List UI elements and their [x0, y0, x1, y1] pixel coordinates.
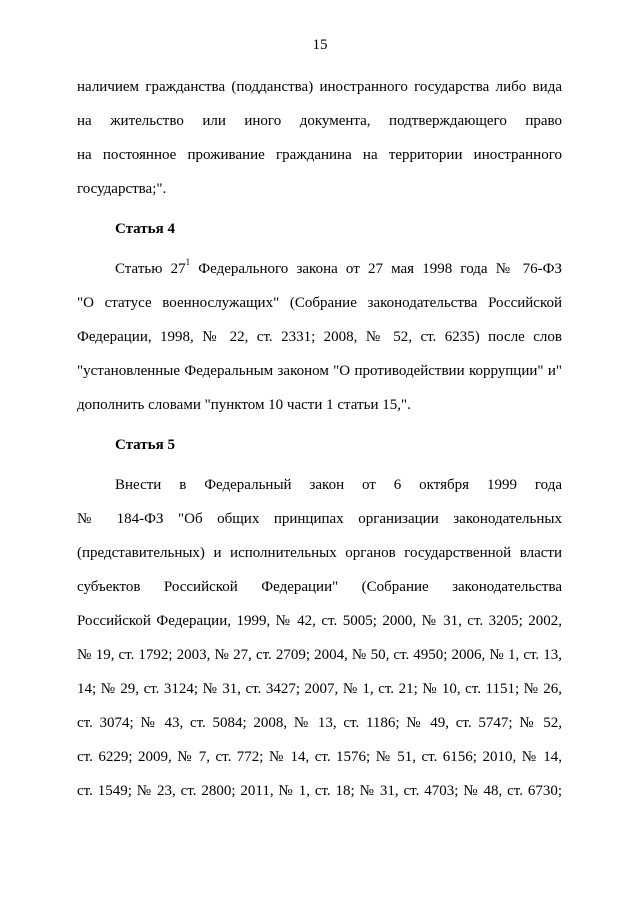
text-line: на постоянное проживание гражданина на территории иностранного — [77, 147, 562, 163]
text-line — [77, 256, 562, 290]
page-number: 15 — [312, 37, 328, 53]
article-5-heading: Статья 5 — [115, 437, 175, 453]
superscript: 1 — [185, 257, 191, 267]
text-line: Федерации, 1998, № 22, ст. 2331; 2008, № 52, ст. 6235) после слов — [77, 329, 562, 345]
text-fragment: Федерального закона от 27 мая 1998 года № 76-ФЗ — [190, 261, 562, 277]
text-line: дополнить словами "пунктом 10 части 1 статьи 15,". — [77, 397, 411, 413]
text-line: 14; № 29, ст. 3124; № 31, ст. 3427; 2007, № 1, ст. 21; № 10, ст. 1151; № 26, — [77, 681, 562, 697]
text-line: ст. 6229; 2009, № 7, ст. 772; № 14, ст. 1576; № 51, ст. 6156; 2010, № 14, — [77, 749, 562, 765]
text-line: Внести в Федеральный закон от 6 октября 1999 года — [115, 477, 562, 493]
text-line: наличием гражданства (подданства) иностранного государства либо вида — [77, 79, 562, 95]
text-line: "О статусе военнослужащих" (Собрание законодательства Российской — [77, 295, 562, 311]
text-line: на жительство или иного документа, подтверждающего право — [77, 113, 562, 129]
text-line: ст. 3074; № 43, ст. 5084; 2008, № 13, ст. 1186; № 49, ст. 5747; № 52, — [77, 715, 562, 731]
text-line: государства;". — [77, 181, 167, 197]
document-body — [77, 74, 562, 812]
text-line: ст. 1549; № 23, ст. 2800; 2011, № 1, ст. 18; № 31, ст. 4703; № 48, ст. 6730; — [77, 783, 562, 799]
text-line: (представительных) и исполнительных органов государственной власти — [77, 545, 562, 561]
text-line: субъектов Российской Федерации" (Собрание законодательства — [77, 579, 562, 595]
text-line: Российской Федерации, 1999, № 42, ст. 5005; 2000, № 31, ст. 3205; 2002, — [77, 613, 562, 629]
text-line: № 184-ФЗ "Об общих принципах организации законодательных — [77, 511, 562, 527]
text-fragment: Статью 27 — [115, 261, 186, 277]
article-5-paragraph — [77, 472, 562, 812]
paragraph-continuation — [77, 74, 562, 210]
text-line: "установленные Федеральным законом "О противодействии коррупции" и" — [77, 363, 562, 379]
article-4-paragraph — [77, 256, 562, 426]
text-line: № 19, ст. 1792; 2003, № 27, ст. 2709; 2004, № 50, ст. 4950; 2006, № 1, ст. 13, — [77, 647, 562, 663]
article-4-heading: Статья 4 — [115, 221, 175, 237]
